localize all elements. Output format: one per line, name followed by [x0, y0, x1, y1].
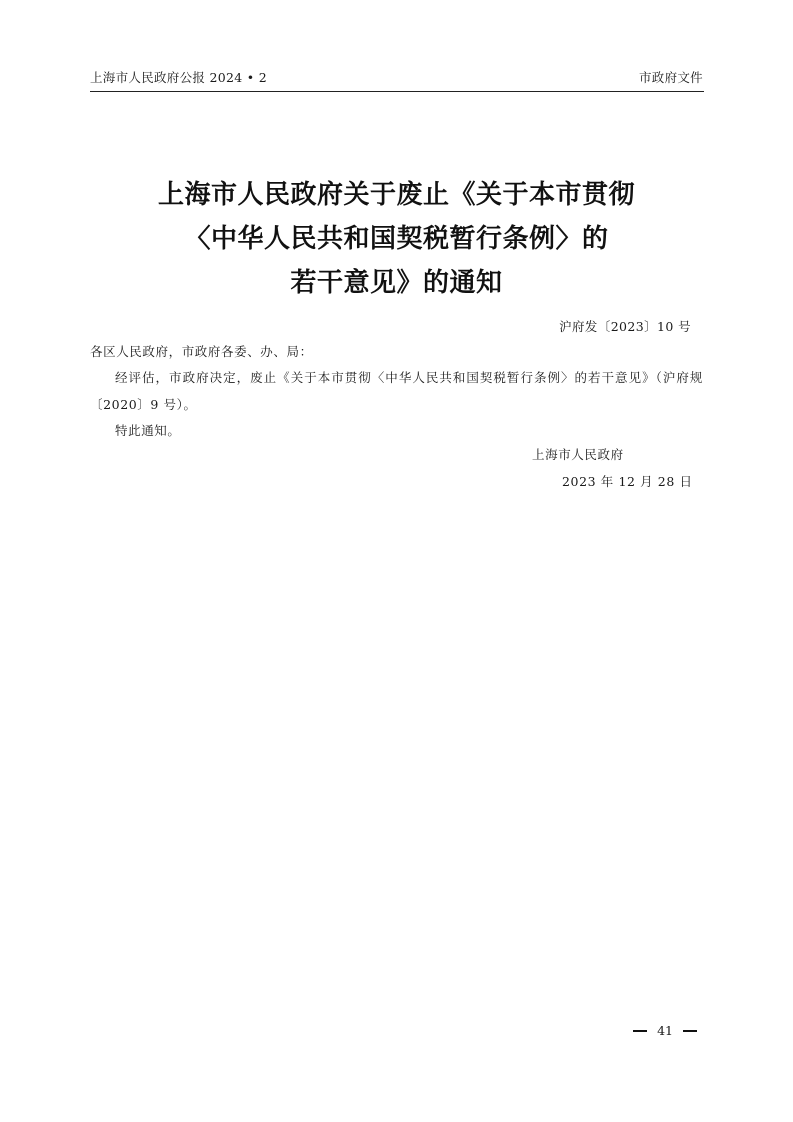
- body-paragraph-1: 经评估，市政府决定，废止《关于本市贯彻〈中华人民共和国契税暂行条例〉的若干意见》（沪府规〔2020〕9 号）。: [90, 370, 703, 412]
- title-line-3: 若干意见》的通知: [290, 268, 503, 298]
- header-section: 市政府文件: [638, 70, 703, 85]
- page-footer: [633, 1023, 697, 1038]
- header-divider: [90, 91, 704, 92]
- page-number: 41: [657, 1023, 673, 1038]
- document-number: 沪府发〔2023〕10 号: [559, 319, 691, 334]
- sign-date: 2023 年 12 月 28 日: [562, 474, 693, 489]
- dash-right: [683, 1030, 697, 1032]
- document-title: [90, 173, 703, 305]
- body-paragraph-2: 特此通知。: [115, 423, 181, 438]
- header-publication: 上海市人民政府公报 2024 • 2: [90, 70, 267, 85]
- title-line-2: 〈中华人民共和国契税暂行条例〉的: [184, 224, 609, 254]
- signer: 上海市人民政府: [532, 447, 624, 462]
- addressee: 各区人民政府，市政府各委、办、局：: [90, 344, 313, 359]
- dash-left: [633, 1030, 647, 1032]
- title-line-1: 上海市人民政府关于废止《关于本市贯彻: [157, 180, 635, 210]
